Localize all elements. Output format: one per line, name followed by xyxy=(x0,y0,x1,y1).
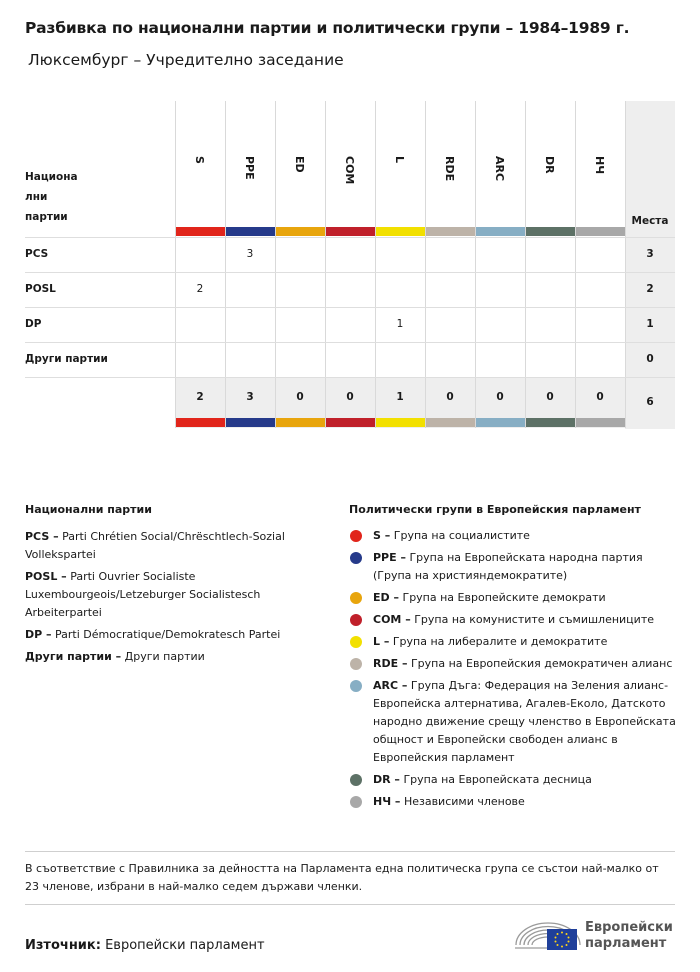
legend-color-dot xyxy=(350,614,362,626)
group-color-strip xyxy=(276,418,325,427)
table-cell: 1 xyxy=(396,318,404,330)
group-color-strip xyxy=(576,227,625,236)
national-legend xyxy=(25,528,315,670)
divider xyxy=(25,904,675,905)
seats-table: Национа лни партии Места S PPE ED COM L RDE ARC DR НЧ PCS 3 3 POSL 2 2 DP 1 1 Други партии 0 2 3 0 0 1 0 0 0 0 6 xyxy=(25,101,675,429)
seats-header: Места xyxy=(631,215,669,227)
source-value: Европейски парламент xyxy=(105,938,265,953)
legend-color-dot xyxy=(350,796,362,808)
logo-line-2: парламент xyxy=(585,936,667,951)
page-title: Разбивка по национални партии и политически групи – 1984–1989 г. xyxy=(25,19,630,37)
group-color-strip xyxy=(176,227,225,236)
group-legend-item: ED – Група на Европейските демократи xyxy=(349,589,679,607)
column-divider xyxy=(325,101,326,428)
party-label: DP xyxy=(25,318,42,330)
group-color-strip xyxy=(226,227,275,236)
source-line xyxy=(25,938,265,953)
total-value: 0 xyxy=(446,391,454,403)
legend-color-dot xyxy=(350,552,362,564)
column-divider xyxy=(425,101,426,428)
total-value: 1 xyxy=(396,391,404,403)
legend-color-dot xyxy=(350,774,362,786)
page-subtitle: Люксембург – Учредително заседание xyxy=(28,51,344,69)
column-divider xyxy=(375,101,376,428)
parliament-hemicycle-icon xyxy=(513,915,583,953)
column-divider xyxy=(625,101,626,428)
group-color-strip xyxy=(476,227,525,236)
total-value: 0 xyxy=(296,391,304,403)
group-legend-item: S – Група на социалистите xyxy=(349,527,679,545)
total-value: 0 xyxy=(546,391,554,403)
total-seats-value: 6 xyxy=(646,396,654,408)
legend-color-dot xyxy=(350,592,362,604)
legend-color-dot xyxy=(350,658,362,670)
total-value: 2 xyxy=(196,391,204,403)
group-legend-heading: Политически групи в Европейския парламент xyxy=(349,503,641,516)
row-divider xyxy=(25,377,675,378)
group-color-strip xyxy=(576,418,625,427)
divider xyxy=(25,851,675,852)
row-divider xyxy=(25,237,675,238)
seats-value: 3 xyxy=(646,248,654,260)
group-legend-item: PPE – Група на Европейската народна партия (Група на християндемократите) xyxy=(349,549,679,585)
party-label: Други партии xyxy=(25,353,108,365)
group-legend-item: ARC – Група Дъга: Федерация на Зеления алианс-Европейска алтернатива, Агалев-Еколо, Датското народно движение срещу членство в Европейската общност и Европейски свободен алианс в Европейския парламент xyxy=(349,677,679,767)
group-color-strip xyxy=(176,418,225,427)
group-legend-item: НЧ – Независими членове xyxy=(349,793,679,811)
logo-line-1: Европейски xyxy=(585,920,673,935)
national-legend-item: Други партии – Други партии xyxy=(25,650,205,663)
total-value: 3 xyxy=(246,391,254,403)
table-cell: 3 xyxy=(246,248,254,260)
total-value: 0 xyxy=(596,391,604,403)
row-divider xyxy=(25,272,675,273)
national-legend-item: POSL – Parti Ouvrier Socialiste Luxembourgeois/Letzeburger Socialistesch Arbeiterpartei xyxy=(25,570,261,619)
group-color-strip xyxy=(426,418,475,427)
national-parties-header: Национа лни партии xyxy=(25,171,78,223)
group-legend-item: DR – Група на Европейската десница xyxy=(349,771,679,789)
group-color-strip xyxy=(376,227,425,236)
group-legend xyxy=(349,527,679,815)
source-label: Източник: xyxy=(25,938,101,953)
table-cell: 2 xyxy=(196,283,204,295)
group-legend-item: COM – Група на комунистите и съмишлениците xyxy=(349,611,679,629)
column-divider xyxy=(175,101,176,428)
column-divider xyxy=(225,101,226,428)
group-color-strip xyxy=(326,418,375,427)
group-legend-item: L – Група на либералите и демократите xyxy=(349,633,679,651)
footnote: В съответствие с Правилника за дейността на Парламента една политическа група се състои най-малко от 23 членове, избрани в най-малко седем държави членки. xyxy=(25,862,659,893)
national-legend-heading: Национални партии xyxy=(25,503,152,516)
group-color-strip xyxy=(526,227,575,236)
european-parliament-logo xyxy=(513,915,678,953)
party-label: POSL xyxy=(25,283,56,295)
legend-color-dot xyxy=(350,680,362,692)
group-legend-item: RDE – Група на Европейския демократичен алианс xyxy=(349,655,679,673)
national-legend-item: PCS – Parti Chrétien Social/Chrëschtlech-Sozial Vollekspartei xyxy=(25,530,285,561)
column-divider xyxy=(275,101,276,428)
seats-column-bg xyxy=(625,101,675,429)
group-color-strip xyxy=(526,418,575,427)
total-value: 0 xyxy=(496,391,504,403)
legend-color-dot xyxy=(350,636,362,648)
seats-value: 1 xyxy=(646,318,654,330)
row-divider xyxy=(25,307,675,308)
seats-value: 2 xyxy=(646,283,654,295)
group-color-strip xyxy=(376,418,425,427)
national-legend-item: DP – Parti Démocratique/Demokratesch Partei xyxy=(25,628,281,641)
column-divider xyxy=(475,101,476,428)
party-label: PCS xyxy=(25,248,49,260)
column-divider xyxy=(525,101,526,428)
total-value: 0 xyxy=(346,391,354,403)
group-color-strip xyxy=(276,227,325,236)
group-color-strip xyxy=(326,227,375,236)
group-color-strip xyxy=(426,227,475,236)
column-divider xyxy=(575,101,576,428)
legend-color-dot xyxy=(350,530,362,542)
seats-value: 0 xyxy=(646,353,654,365)
group-color-strip xyxy=(476,418,525,427)
row-divider xyxy=(25,342,675,343)
group-color-strip xyxy=(226,418,275,427)
